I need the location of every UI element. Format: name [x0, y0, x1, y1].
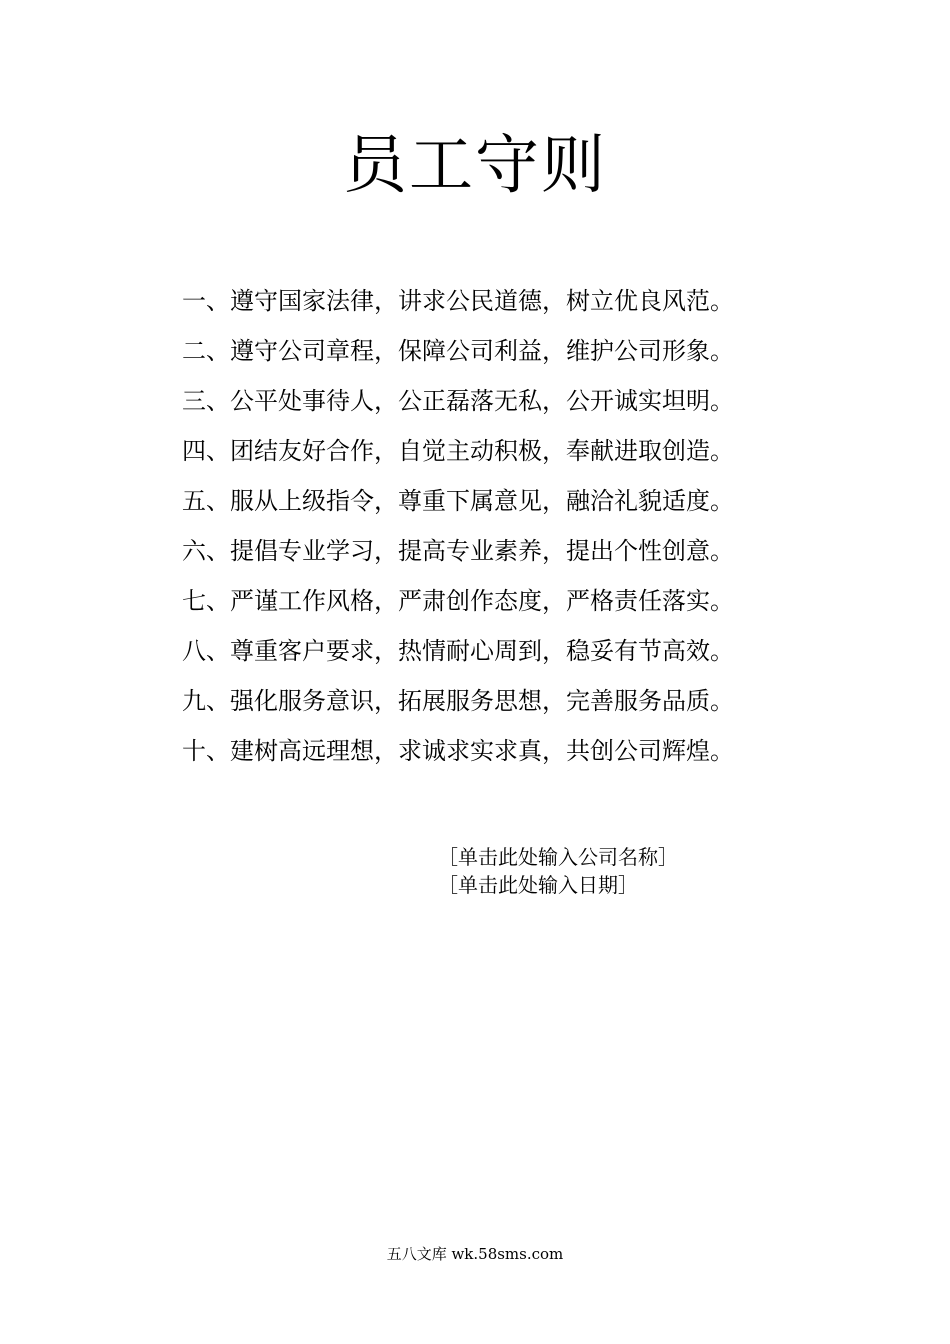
rule-item-4: 四、团结友好合作，自觉主动积极，奉献进取创造。 [182, 437, 734, 465]
rule-item-9: 九、强化服务意识，拓展服务思想，完善服务品质。 [182, 687, 734, 715]
rule-item-6: 六、提倡专业学习，提高专业素养，提出个性创意。 [182, 537, 734, 565]
rule-item-10: 十、建树高远理想，求诚求实求真，共创公司辉煌。 [182, 737, 734, 765]
company-name-placeholder[interactable]: ［单击此处输入公司名称］ [438, 845, 678, 869]
rule-item-5: 五、服从上级指令，尊重下属意见，融洽礼貌适度。 [182, 487, 734, 515]
signature-block [438, 843, 778, 899]
date-placeholder[interactable]: ［单击此处输入日期］ [438, 873, 638, 897]
page-footer: 五八文库 wk.58sms.com [386, 1245, 564, 1263]
rule-item-1: 一、遵守国家法律，讲求公民道德，树立优良风范。 [182, 287, 734, 315]
rules-list [182, 276, 782, 776]
rule-item-2: 二、遵守公司章程，保障公司利益，维护公司形象。 [182, 337, 734, 365]
rule-item-3: 三、公平处事待人，公正磊落无私，公开诚实坦明。 [182, 387, 734, 415]
page-title: 员工守则 [343, 129, 607, 203]
rule-item-8: 八、尊重客户要求，热情耐心周到，稳妥有节高效。 [182, 637, 734, 665]
rule-item-7: 七、严谨工作风格，严肃创作态度，严格责任落实。 [182, 587, 734, 615]
